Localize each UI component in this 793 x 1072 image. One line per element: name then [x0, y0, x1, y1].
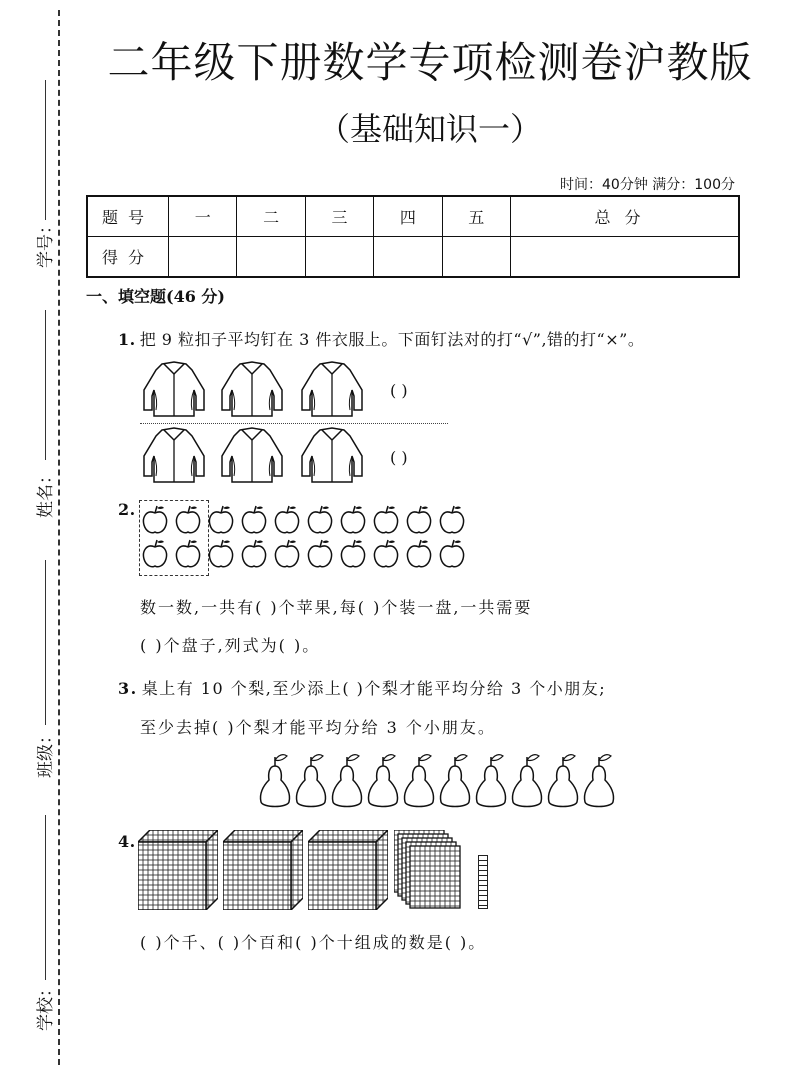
page-subtitle: （基础知识一） [317, 110, 542, 148]
apple-icon [373, 538, 399, 568]
name-field [8, 310, 58, 530]
school-label: 学校： [36, 980, 56, 1031]
pear-icon [365, 752, 401, 810]
question-2-line-2: ( )个盘子,列式为( )。 [140, 636, 321, 655]
section-title: 一、填空题(46 分) [86, 287, 225, 306]
apple-icon [208, 504, 234, 534]
name-line [45, 310, 46, 460]
question-1-body: 把 9 粒扣子平均钉在 3 件衣服上。下面钉法对的打“√”,错的打“×”。 [139, 330, 645, 349]
question-4-line-1: ( )个千、( )个百和( )个十组成的数是( )。 [140, 933, 487, 952]
apple-icon [142, 538, 168, 568]
coat-icon [138, 360, 210, 418]
score-input-cell[interactable] [237, 237, 305, 278]
apple-icon [439, 504, 465, 534]
pear-icon [437, 752, 473, 810]
score-table-header-row [87, 196, 739, 237]
question-3-body: 桌上有 10 个梨,至少添上( )个梨才能平均分给 3 个小朋友; [141, 679, 607, 698]
apple-icon [175, 538, 201, 568]
time-info: 时间：40分钟 满分：100分 [560, 177, 735, 193]
pear-icon [473, 752, 509, 810]
binding-dashed-line [58, 10, 60, 1065]
apple-icon [340, 538, 366, 568]
question-number: 1. [118, 330, 136, 349]
page-title: 二年级下册数学专项检测卷沪教版 [107, 38, 753, 87]
school-field [8, 815, 58, 1055]
apple-icon [241, 538, 267, 568]
score-input-cell[interactable] [442, 237, 510, 278]
pear-icon [293, 752, 329, 810]
question-3-line-2: 至少去掉( )个梨才能平均分给 3 个小朋友。 [140, 718, 496, 737]
coat-icon [296, 360, 368, 418]
score-table [86, 195, 740, 278]
apple-icon [307, 504, 333, 534]
divider-dotted [140, 423, 448, 424]
coat-icon [138, 426, 210, 484]
class-label: 班级： [36, 727, 56, 778]
apple-icon [274, 538, 300, 568]
question-3-line-1 [118, 676, 606, 699]
question-number: 4. [118, 832, 136, 851]
score-cell: 二 [237, 196, 305, 237]
apple-icon [274, 504, 300, 534]
score-cell: 一 [169, 196, 237, 237]
thousand-cube-icon [308, 830, 388, 910]
apple-icon [406, 504, 432, 534]
score-cell: 总分 [510, 196, 739, 237]
thousand-cube-icon [138, 830, 218, 910]
score-table-score-row [87, 237, 739, 278]
score-input-cell[interactable] [305, 237, 373, 278]
student-number-line [45, 80, 46, 220]
question-1-text [118, 327, 644, 350]
apple-icon [307, 538, 333, 568]
apple-icon [340, 504, 366, 534]
coat-icon [216, 426, 288, 484]
apple-icon [241, 504, 267, 534]
apple-icon [175, 504, 201, 534]
pear-icon [401, 752, 437, 810]
pear-icon [509, 752, 545, 810]
pear-icon [257, 752, 293, 810]
answer-paren-1b[interactable]: ( ) [390, 448, 408, 467]
question-2-line-1: 数一数,一共有( )个苹果,每( )个装一盘,一共需要 [140, 598, 533, 617]
answer-paren-1a[interactable]: ( ) [390, 381, 408, 400]
class-line [45, 560, 46, 725]
thousand-cube-icon [223, 830, 303, 910]
question-number: 2. [118, 500, 136, 519]
school-line [45, 815, 46, 980]
pear-icon [545, 752, 581, 810]
name-label: 姓名： [36, 467, 56, 518]
question-number: 3. [118, 679, 138, 698]
class-field [8, 560, 58, 800]
apple-icon [373, 504, 399, 534]
coat-icon [216, 360, 288, 418]
score-input-cell[interactable] [510, 237, 739, 278]
score-input-cell[interactable] [169, 237, 237, 278]
pear-icon [329, 752, 365, 810]
coat-icon [296, 426, 368, 484]
apple-icon [406, 538, 432, 568]
score-cell: 四 [374, 196, 442, 237]
student-number-label: 学号： [36, 217, 56, 268]
apple-icon [439, 538, 465, 568]
score-cell: 五 [442, 196, 510, 237]
score-cell: 得分 [87, 237, 169, 278]
student-number-field [8, 80, 58, 280]
pear-icon [581, 752, 617, 810]
apple-icon [142, 504, 168, 534]
ten-rod-icon [478, 855, 488, 909]
score-cell: 题号 [87, 196, 169, 237]
apple-icon [208, 538, 234, 568]
hundred-flat-icon [394, 830, 464, 910]
score-cell: 三 [305, 196, 373, 237]
score-input-cell[interactable] [374, 237, 442, 278]
